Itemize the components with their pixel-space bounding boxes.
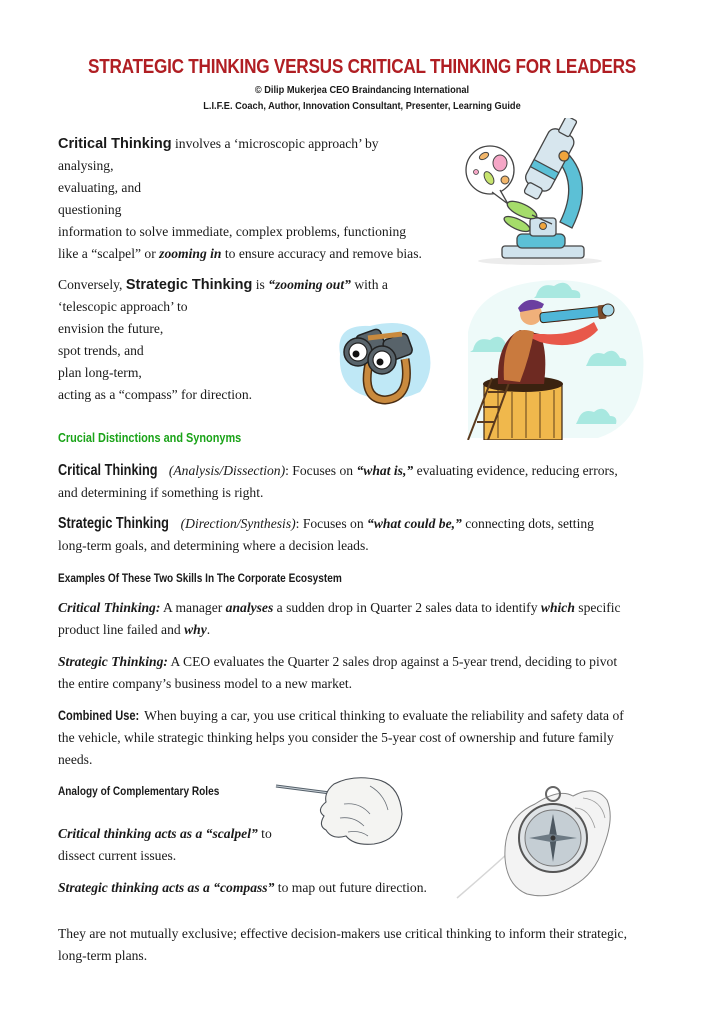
page-title: STRATEGIC THINKING VERSUS CRITICAL THINKING FOR LEADERS — [87, 56, 637, 78]
what-could-be-emphasis: “what could be,” — [367, 516, 462, 531]
example-text: product line failed and — [58, 622, 185, 637]
what-is-emphasis: “what is,” — [356, 463, 414, 478]
intro-strategic-line: acting as a “compass” for direction. — [58, 387, 253, 402]
intro-critical-line: information to solve immediate, complex problems, functioning — [58, 224, 407, 239]
critical-thinking-term: Critical Thinking — [58, 462, 158, 479]
author-byline: © Dilip Mukerjea CEO Braindancing International — [254, 84, 470, 96]
strategic-synonyms: (Direction/Synthesis) — [177, 516, 296, 531]
telescope-lookout-illustration — [448, 272, 670, 440]
distinction-text: and determining if something is right. — [58, 485, 264, 500]
intro-critical-line: evaluating, and — [58, 180, 142, 195]
distinction-text: connecting dots, setting — [461, 516, 594, 531]
intro-critical-line: questioning — [58, 202, 122, 217]
example-critical — [58, 597, 668, 641]
example-text: needs. — [58, 752, 93, 767]
example-text: A CEO evaluates the Quarter 2 sales drop against a 5-year trend, deciding to pivot — [167, 654, 618, 669]
conclusion — [58, 923, 678, 967]
distinctions-heading: Crucial Distinctions and Synonyms — [58, 430, 242, 445]
compass-emphasis: Strategic thinking acts as a “compass” — [58, 880, 275, 895]
example-text: A manager — [160, 600, 226, 615]
intro-strategic-text: Conversely, — [58, 277, 126, 292]
critical-thinking-term: Critical Thinking — [58, 136, 172, 152]
distinction-text: evaluating evidence, reducing errors, — [413, 463, 618, 478]
example-label: Combined Use: — [58, 708, 140, 723]
example-text: the vehicle, while strategic thinking helps you consider the 5-year cost of ownership and future family — [58, 730, 614, 745]
scalpel-emphasis: Critical thinking acts as a “scalpel” — [58, 826, 258, 841]
zooming-out-emphasis: “zooming out” — [268, 277, 351, 292]
scalpel-hand-illustration — [274, 774, 404, 846]
zooming-in-emphasis: zooming in — [159, 246, 222, 261]
analyses-emphasis: analyses — [225, 600, 274, 615]
analogy-text: to — [257, 826, 272, 841]
why-emphasis: why — [184, 622, 207, 637]
example-text: a sudden drop in Quarter 2 sales data to identify — [273, 600, 541, 615]
example-strategic — [58, 651, 668, 695]
compass-hand-illustration — [455, 778, 620, 903]
example-text: specific — [574, 600, 621, 615]
example-label: Strategic Thinking: — [58, 654, 168, 669]
example-text: When buying a car, you use critical thinking to evaluate the reliability and safety data of — [141, 708, 624, 723]
conclusion-text: long-term plans. — [58, 948, 148, 963]
intro-strategic-text: with a — [350, 277, 388, 292]
intro-strategic-line: ‘telescopic approach’ to — [58, 299, 188, 314]
intro-critical-line: analysing, — [58, 158, 114, 173]
strategic-thinking-term: Strategic Thinking — [125, 277, 253, 293]
example-label: Critical Thinking: — [58, 600, 161, 615]
author-roles: L.I.F.E. Coach, Author, Innovation Consultant, Presenter, Learning Guide — [203, 100, 521, 112]
intro-strategic-line: envision the future, — [58, 321, 164, 336]
binoculars-illustration — [330, 314, 440, 406]
strategic-thinking-term: Strategic Thinking — [58, 515, 169, 532]
microscope-illustration — [462, 118, 617, 268]
example-text: the entire company’s business model to a new market. — [58, 676, 353, 691]
distinction-text: : Focuses on — [295, 516, 368, 531]
critical-synonyms: (Analysis/Dissection) — [165, 463, 286, 478]
example-combined — [58, 705, 668, 771]
distinction-critical — [58, 460, 668, 504]
which-emphasis: which — [540, 600, 575, 615]
analogy-strategic — [58, 877, 427, 899]
intro-strategic-text: is — [252, 277, 269, 292]
example-text: . — [206, 622, 211, 637]
analogy-critical — [58, 823, 272, 867]
intro-strategic-line: plan long-term, — [58, 365, 142, 380]
conclusion-text: They are not mutually exclusive; effective decision-makers use critical thinking to inform their strategic, — [58, 926, 627, 941]
intro-critical-text: like a “scalpel” or — [58, 246, 160, 261]
analogy-text: to map out future direction. — [274, 880, 427, 895]
distinction-text: long-term goals, and determining where a decision leads. — [58, 538, 369, 553]
analogy-heading: Analogy of Complementary Roles — [58, 784, 220, 798]
distinction-strategic — [58, 513, 668, 557]
analogy-text: dissect current issues. — [58, 848, 177, 863]
distinction-text: : Focuses on — [285, 463, 357, 478]
intro-strategic-line: spot trends, and — [58, 343, 144, 358]
intro-critical-text: involves a ‘microscopic approach’ by — [171, 136, 379, 151]
intro-critical-text: to ensure accuracy and remove bias. — [221, 246, 422, 261]
examples-heading: Examples Of These Two Skills In The Corporate Ecosystem — [58, 571, 342, 585]
